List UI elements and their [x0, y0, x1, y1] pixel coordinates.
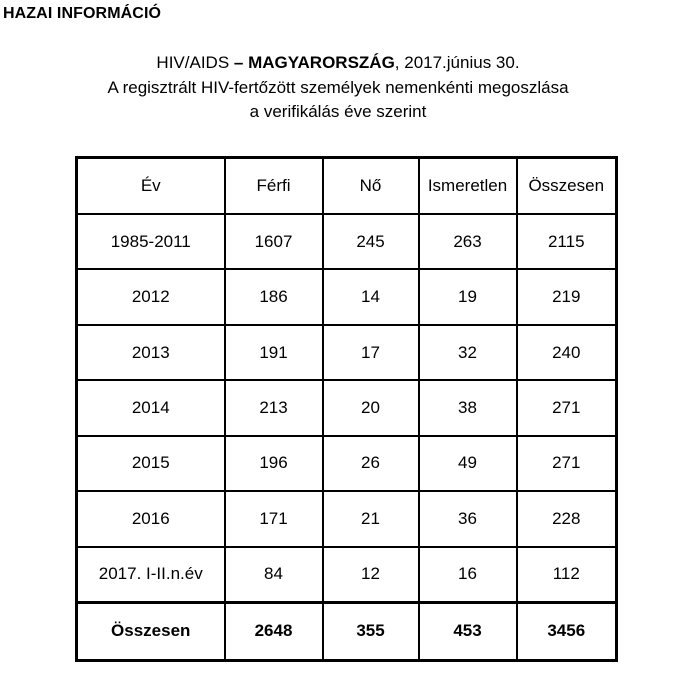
cell-year: 2016 — [77, 491, 225, 546]
cell-unknown: 32 — [419, 325, 517, 380]
column-header-unknown: Ismeretlen — [419, 158, 517, 214]
cell-male: 191 — [225, 325, 323, 380]
cell-unknown: 263 — [419, 214, 517, 269]
cell-male: 1607 — [225, 214, 323, 269]
cell-male: 171 — [225, 491, 323, 546]
total-male: 2648 — [225, 602, 323, 661]
total-unknown: 453 — [419, 602, 517, 661]
cell-female: 26 — [323, 436, 419, 491]
report-heading-line-3: a verifikálás éve szerint — [249, 102, 427, 121]
table-row — [77, 436, 617, 491]
table-header-row — [77, 158, 617, 214]
cell-total: 240 — [517, 325, 617, 380]
heading-dash: – — [229, 53, 249, 72]
cell-female: 245 — [323, 214, 419, 269]
hiv-cases-table — [75, 156, 618, 662]
cell-year: 2014 — [77, 380, 225, 435]
cell-year: 2012 — [77, 269, 225, 324]
table-row — [77, 214, 617, 269]
cell-female: 17 — [323, 325, 419, 380]
heading-country: MAGYARORSZÁG — [248, 53, 395, 72]
cell-male: 196 — [225, 436, 323, 491]
table-row — [77, 325, 617, 380]
cell-total: 219 — [517, 269, 617, 324]
cell-total: 2115 — [517, 214, 617, 269]
cell-female: 12 — [323, 547, 419, 602]
cell-male: 213 — [225, 380, 323, 435]
cell-unknown: 19 — [419, 269, 517, 324]
cell-year: 1985-2011 — [77, 214, 225, 269]
cell-unknown: 16 — [419, 547, 517, 602]
column-header-total: Összesen — [517, 158, 617, 214]
cell-male: 84 — [225, 547, 323, 602]
total-label: Összesen — [77, 602, 225, 661]
total-grand: 3456 — [517, 602, 617, 661]
column-header-year: Év — [77, 158, 225, 214]
table-row — [77, 491, 617, 546]
cell-male: 186 — [225, 269, 323, 324]
cell-total: 271 — [517, 380, 617, 435]
cell-year: 2015 — [77, 436, 225, 491]
cell-total: 271 — [517, 436, 617, 491]
heading-topic: HIV/AIDS — [156, 53, 230, 72]
column-header-female: Nő — [323, 158, 419, 214]
heading-date: , 2017.június 30. — [394, 53, 520, 72]
cell-year: 2013 — [77, 325, 225, 380]
report-heading-line-1 — [0, 52, 676, 74]
cell-female: 14 — [323, 269, 419, 324]
table-row — [77, 380, 617, 435]
cell-total: 228 — [517, 491, 617, 546]
column-header-male: Férfi — [225, 158, 323, 214]
cell-female: 20 — [323, 380, 419, 435]
cell-year: 2017. I-II.n.év — [77, 547, 225, 602]
table-row — [77, 269, 617, 324]
table-row — [77, 547, 617, 602]
table-total-row — [77, 602, 617, 661]
cell-unknown: 49 — [419, 436, 517, 491]
cell-female: 21 — [323, 491, 419, 546]
cell-unknown: 38 — [419, 380, 517, 435]
report-heading-line-2: A regisztrált HIV-fertőzött személyek nemenkénti megoszlása — [107, 78, 569, 97]
cell-total: 112 — [517, 547, 617, 602]
section-title: HAZAI INFORMÁCIÓ — [3, 5, 162, 22]
cell-unknown: 36 — [419, 491, 517, 546]
total-female: 355 — [323, 602, 419, 661]
